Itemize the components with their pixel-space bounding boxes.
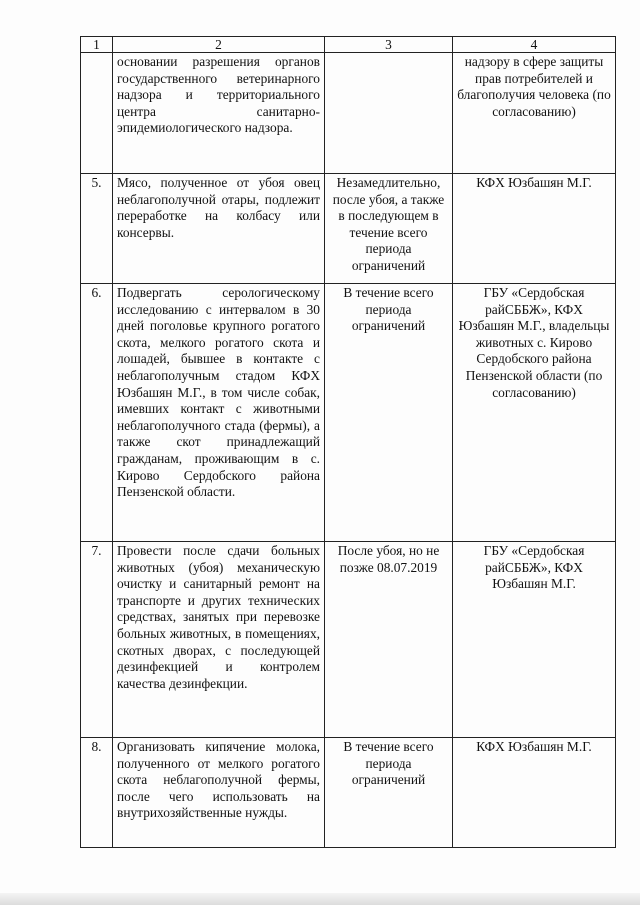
measures-table — [80, 36, 616, 848]
measure-description: Организовать кипячение молока, полученного от мелкого рогатого скота неблагополучной фермы, после чего использовать на внутрихозяйственные нужды. — [113, 738, 325, 848]
measure-responsible: ГБУ «Сердобская райСББЖ», КФХ Юзбашян М.Г. — [453, 542, 616, 738]
measure-description: Подвергать серологическому исследованию с интервалом в 30 дней поголовье крупного рогатого скота, мелкого рогатого скота и лошадей, бывшее в контакте с неблагополучным стадом КФХ Юзбашян М.Г., в том числе собак, имевших контакт с животными неблагополучного стада (фермы), а также скот принадлежащий гражданам, проживающим в с. Кирово Сердобского района Пензенской области. — [113, 284, 325, 542]
column-header: 2 — [113, 37, 325, 53]
measure-description: основании разрешения органов государственного ветеринарного надзора и территориального центра санитарно-эпидемиологического надзора. — [113, 53, 325, 174]
column-header: 4 — [453, 37, 616, 53]
measure-deadline: После убоя, но не позже 08.07.2019 — [325, 542, 453, 738]
measure-description: Провести после сдачи больных животных (убоя) механическую очистку и санитарный ремонт на транспорте и других технических средствах, занятых при перевозке больных животных, в помещениях, скотных дворах, с последующей дезинфекцией и контролем качества дезинфекции. — [113, 542, 325, 738]
table-row — [81, 542, 616, 738]
column-header: 1 — [81, 37, 113, 53]
table-row — [81, 738, 616, 848]
measure-description: Мясо, полученное от убоя овец неблагополучной отары, подлежит переработке на колбасу или консервы. — [113, 174, 325, 284]
row-number: 5. — [81, 174, 113, 284]
measure-responsible: КФХ Юзбашян М.Г. — [453, 738, 616, 848]
measure-deadline: В течение всего периода ограничений — [325, 284, 453, 542]
row-number — [81, 53, 113, 174]
table-row — [81, 174, 616, 284]
measure-deadline: В течение всего периода ограничений — [325, 738, 453, 848]
column-header: 3 — [325, 37, 453, 53]
measure-responsible: КФХ Юзбашян М.Г. — [453, 174, 616, 284]
measure-deadline: Незамедлительно, после убоя, а также в последующем в течение всего периода ограничений — [325, 174, 453, 284]
table-row — [81, 284, 616, 542]
measure-deadline — [325, 53, 453, 174]
measure-responsible: надзору в сфере защиты прав потребителей и благополучия человека (по согласованию) — [453, 53, 616, 174]
row-number: 8. — [81, 738, 113, 848]
scan-edge — [0, 893, 640, 905]
row-number: 7. — [81, 542, 113, 738]
measure-responsible: ГБУ «Сердобская райСББЖ», КФХ Юзбашян М.Г., владельцы животных с. Кирово Сердобского района Пензенской области (по согласованию) — [453, 284, 616, 542]
table-header-row — [81, 37, 616, 53]
table-row — [81, 53, 616, 174]
row-number: 6. — [81, 284, 113, 542]
